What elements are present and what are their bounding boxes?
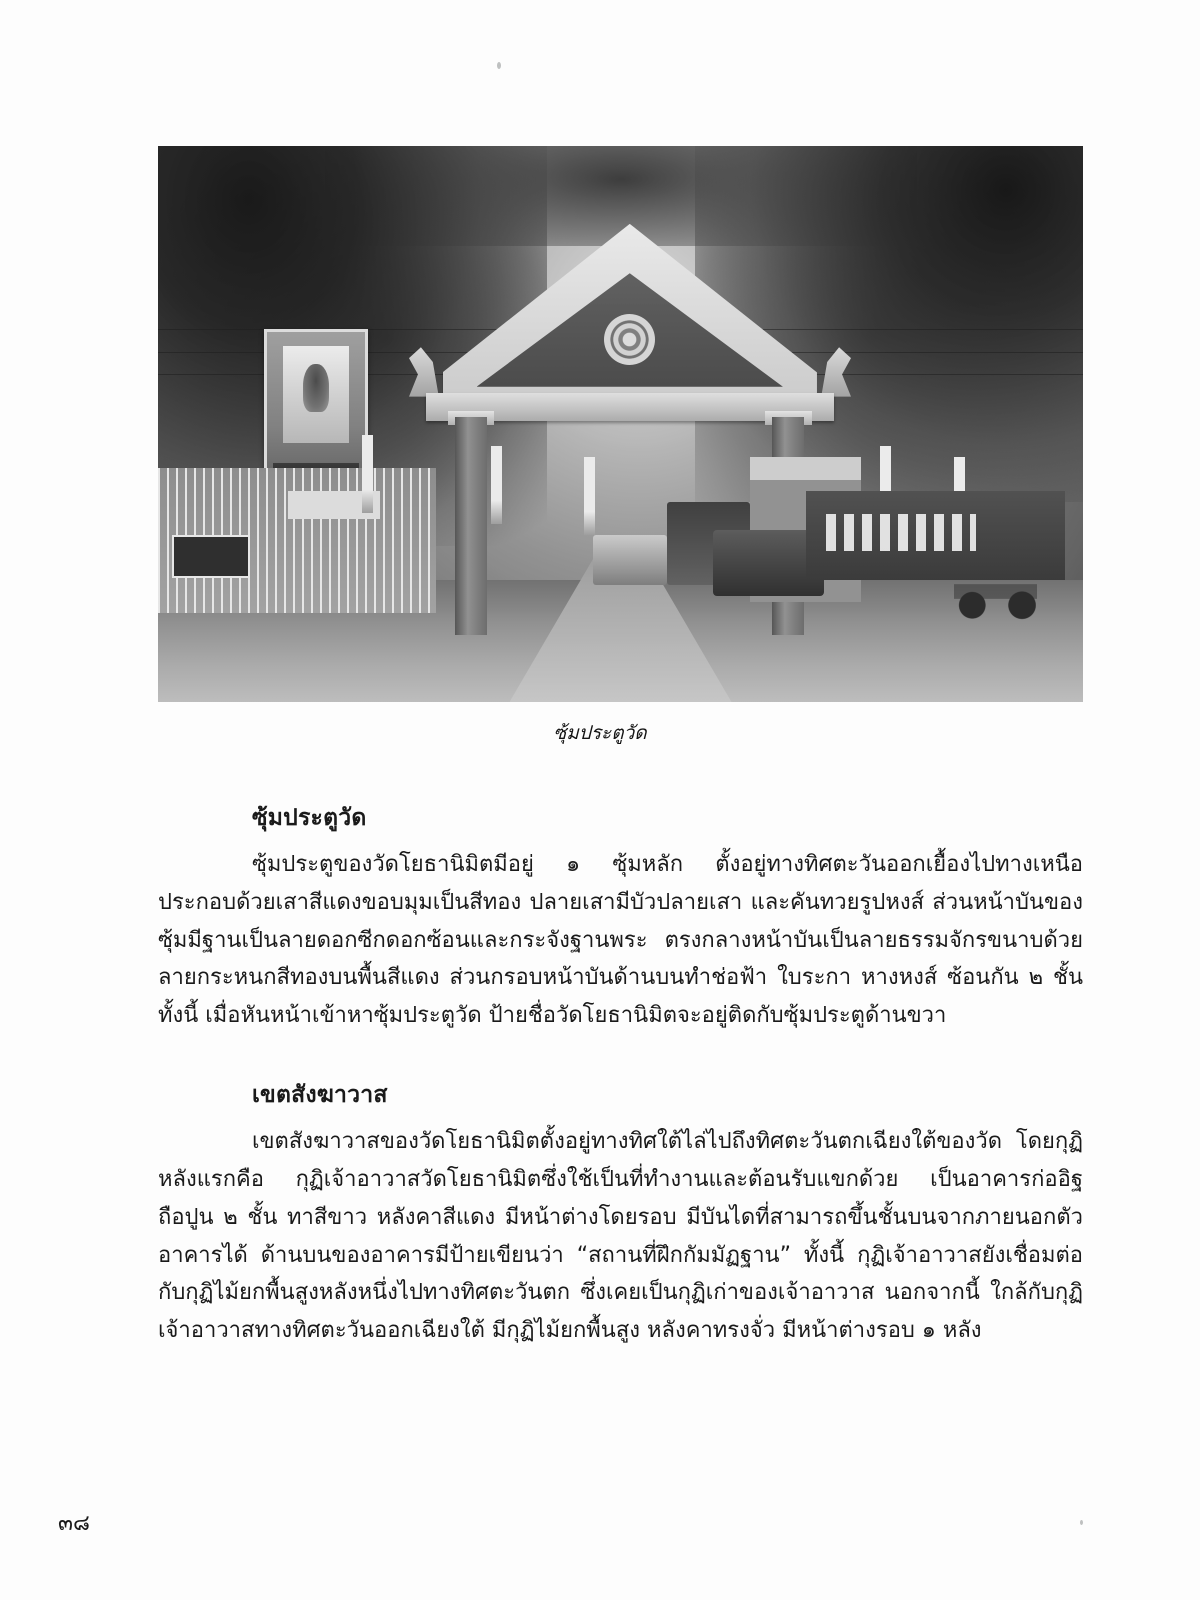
photo-motorcycle <box>954 557 1037 624</box>
figure-caption: ซุ้มประตูวัด <box>553 722 647 744</box>
photo-flag <box>362 435 373 513</box>
photo-portrait-figure <box>303 364 329 412</box>
section-paragraph-1: ซุ้มประตูของวัดโยธานิมิตมีอยู่ ๑ ซุ้มหลัก ตั้งอยู่ทางทิศตะวันออกเยื้องไปทางเหนือ ประกอบด้วยเสาสีแดงขอบมุมเป็นสีทอง ปลายเสามีบัวปลายเสา และคันทวยรูปหงส์ ส่วนหน้าบันของซุ้มมีฐานเป็นลายดอกซีกดอกซ้อนและกระจังฐานพระ ตรงกลางหน้าบันเป็นลายธรรมจักรขนาบด้วยลายกระหนกสีทองบนพื้นสีแดง ส่วนกรอบหน้าบันด้านบนทำช่อฟ้า ใบระกา หางหงส์ ซ้อนกัน ๒ ชั้น ทั้งนี้ เมื่อหันหน้าเข้าหาซุ้มประตูวัด ป้ายชื่อวัดโยธานิมิตจะอยู่ติดกับซุ้มประตูด้านขวา <box>158 852 1083 1029</box>
photo-temple-name-text <box>826 514 976 551</box>
scan-speck <box>1080 1520 1083 1525</box>
section-heading-2: เขตสังฆาวาส <box>252 1082 388 1109</box>
photo-vehicle <box>593 535 667 585</box>
section-heading-1: ซุ้มประตูวัด <box>252 805 367 831</box>
article-body <box>158 800 1083 1350</box>
photo-red-sign <box>172 535 250 578</box>
scan-speck <box>497 62 501 69</box>
section-paragraph-2: เขตสังฆาวาสของวัดโยธานิมิตตั้งอยู่ทางทิศใต้ไล่ไปถึงทิศตะวันตกเฉียงใต้ของวัด โดยกุฏิหลังแรกคือ กุฏิเจ้าอาวาสวัดโยธานิมิตซึ่งใช้เป็นที่ทำงานและต้อนรับแขกด้วย เป็นอาคารก่ออิฐถือปูน ๒ ชั้น ทาสีขาว หลังคาสีแดง มีหน้าต่างโดยรอบ มีบันไดที่สามารถขึ้นชั้นบนจากภายนอกตัวอาคารได้ ด้านบนของอาคารมีป้ายเขียนว่า “สถานที่ฝึกกัมมัฏฐาน” ทั้งนี้ กุฏิเจ้าอาวาสยังเชื่อมต่อกับกุฏิไม้ยกพื้นสูงหลังหนึ่งไปทางทิศตะวันตก ซึ่งเคยเป็นกุฏิเก่าของเจ้าอาวาส นอกจากนี้ ใกล้กับกุฏิเจ้าอาวาสทางทิศตะวันออกเฉียงใต้ มีกุฏิไม้ยกพื้นสูง หลังคาทรงจั่ว มีหน้าต่างรอบ ๑ หลัง <box>158 1129 1083 1344</box>
figure-temple-gate <box>158 146 1083 702</box>
photo-column-left <box>455 417 487 635</box>
photo-flag <box>491 446 502 524</box>
photograph <box>158 146 1083 702</box>
photo-portrait-inner <box>283 346 349 443</box>
photo-flag <box>584 457 595 535</box>
page-number: ๓๘ <box>58 1511 91 1536</box>
